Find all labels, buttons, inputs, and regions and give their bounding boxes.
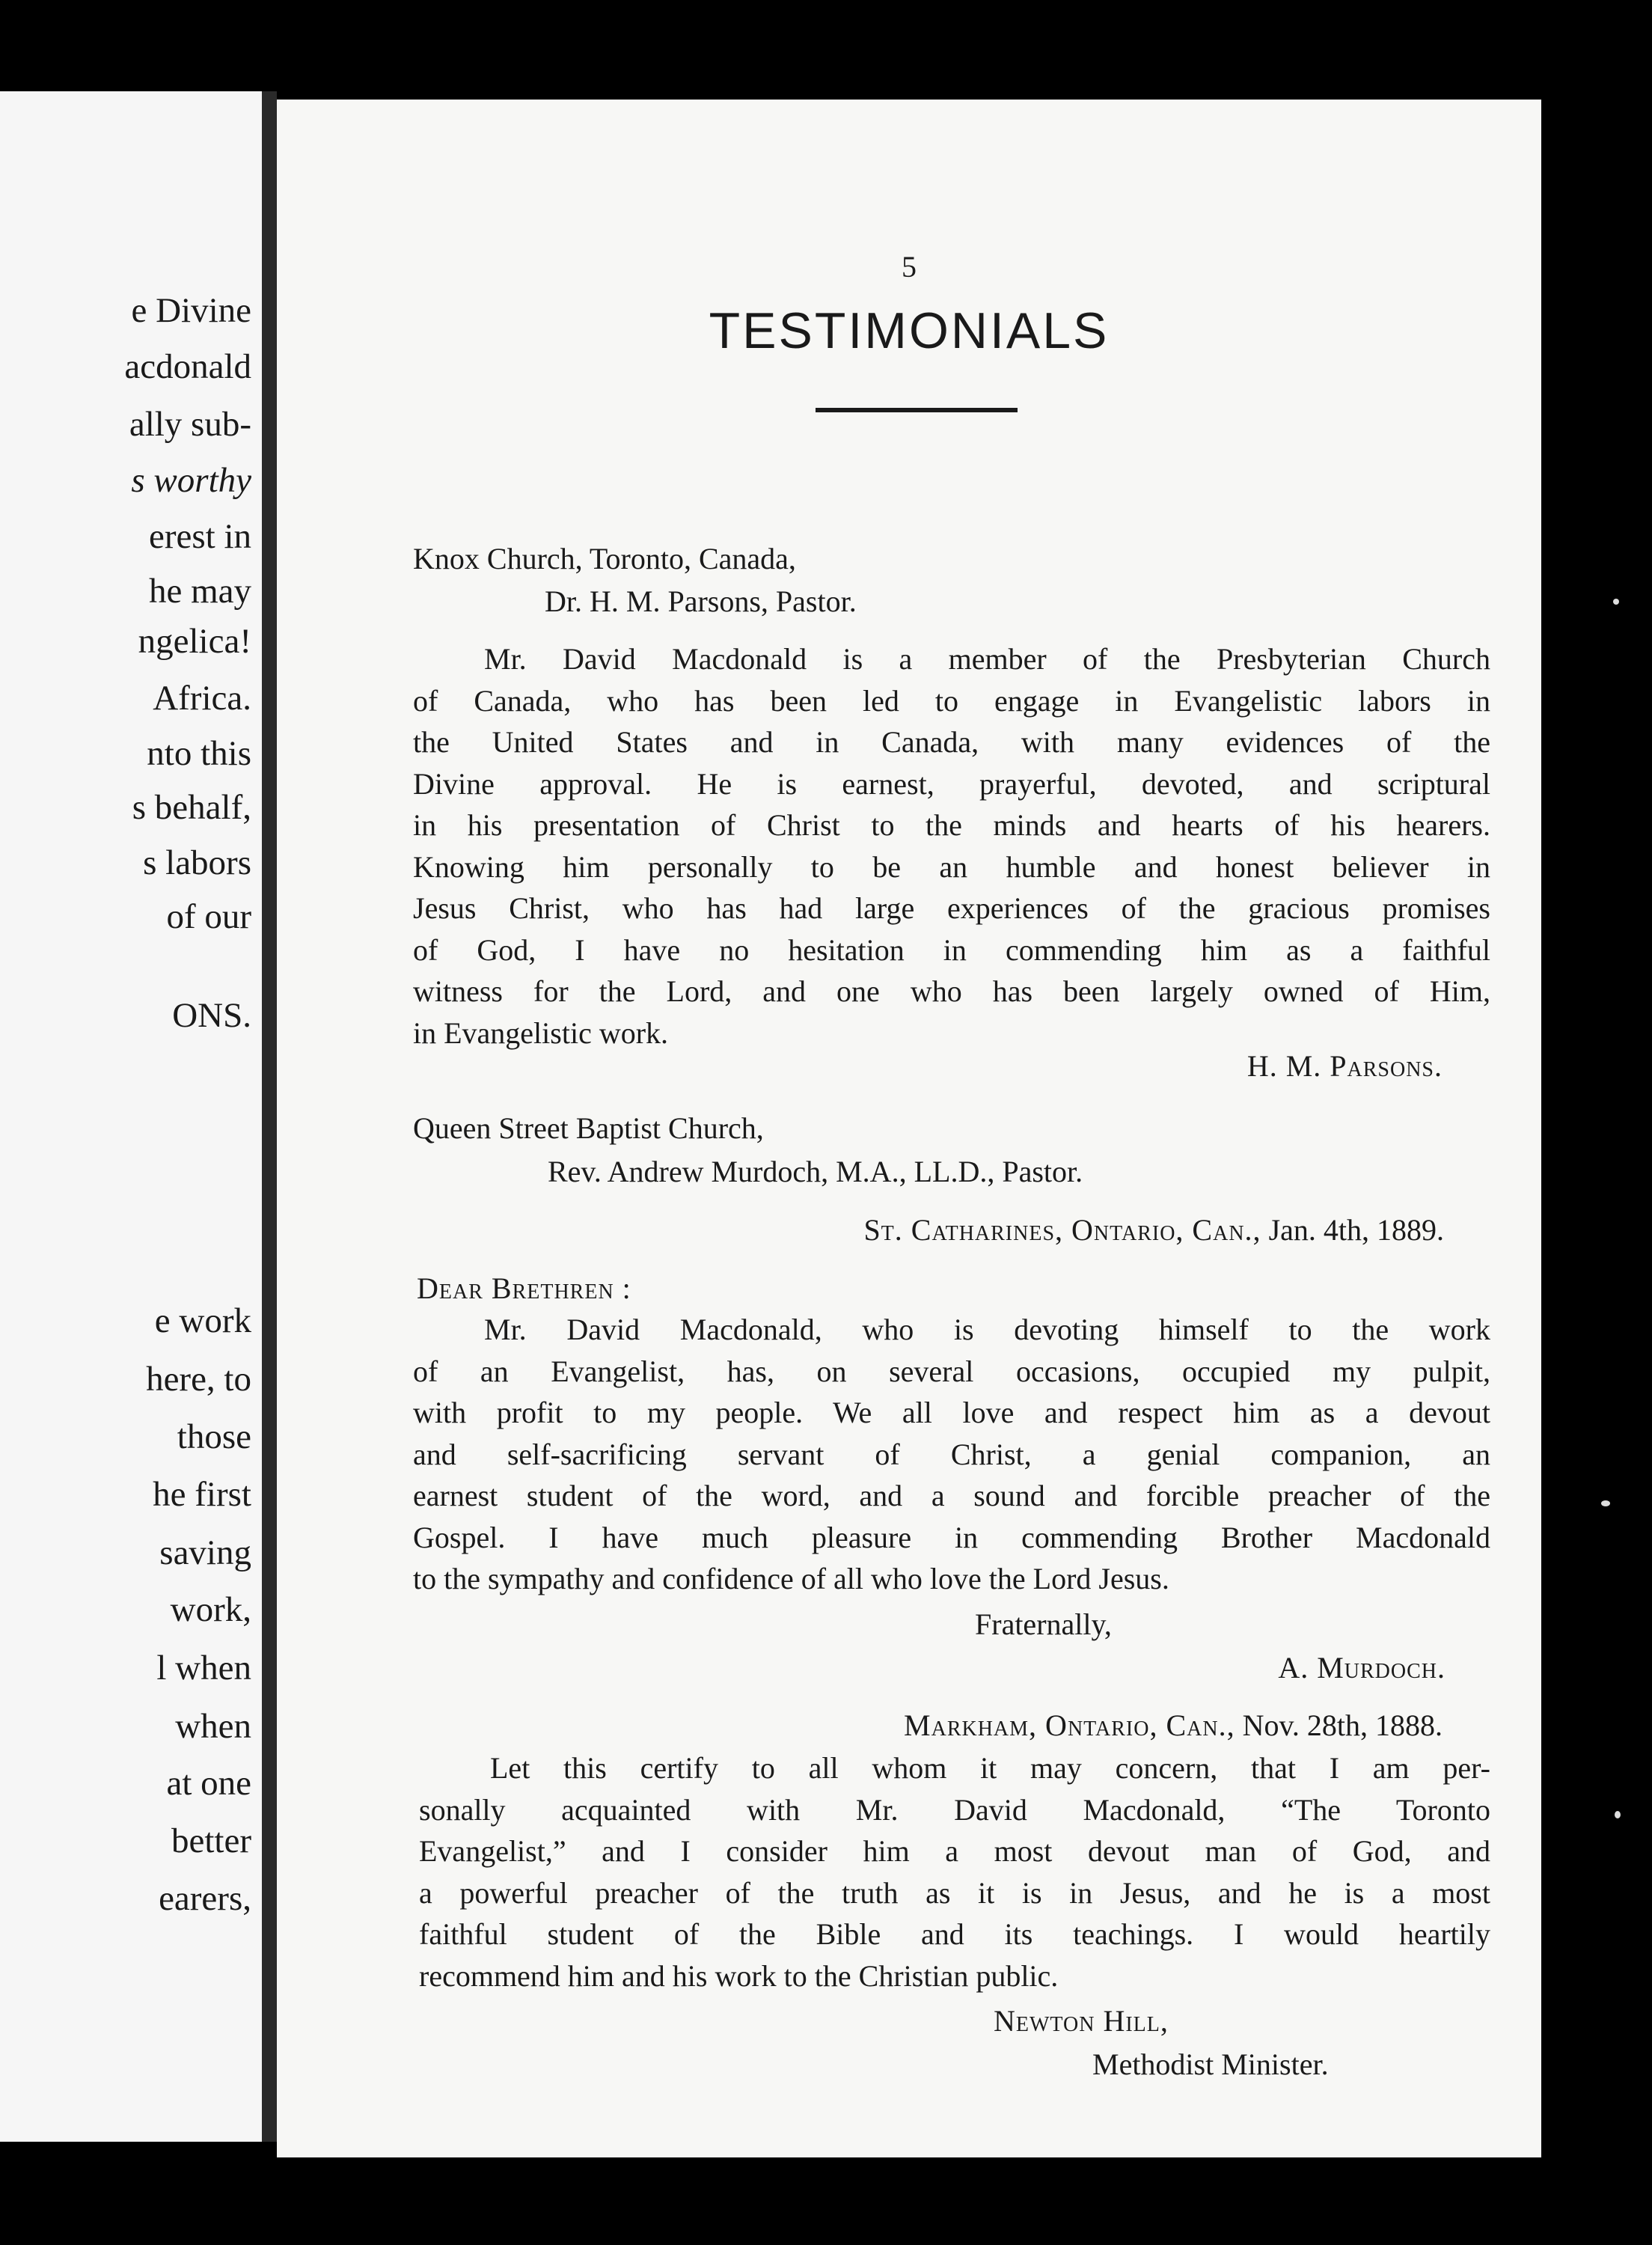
t2-signature: A. Murdoch. bbox=[1278, 1651, 1446, 1684]
dust-speck bbox=[1615, 1811, 1621, 1818]
t2-line: of an Evangelist, has, on several occasions, occupied my pulpit, bbox=[413, 1354, 1490, 1388]
t3-date: Nov. 28th, 1888. bbox=[1242, 1708, 1443, 1742]
t1-pastor: Dr. H. M. Parsons, Pastor. bbox=[545, 584, 857, 618]
t1-signature: H. M. Parsons. bbox=[1246, 1049, 1443, 1083]
book-gutter bbox=[262, 91, 277, 2142]
left-text-fragment: e work bbox=[154, 1301, 251, 1340]
t2-salutation: Dear Brethren : bbox=[417, 1271, 631, 1305]
t1-line: the United States and in Canada, with many evidences of the bbox=[413, 725, 1490, 759]
t3-body bbox=[419, 1747, 1490, 1997]
left-text-fragment: s worthy bbox=[131, 461, 251, 500]
left-text-fragment: he may bbox=[148, 572, 251, 611]
left-text-fragment: s behalf, bbox=[132, 788, 251, 827]
left-text-fragment: better bbox=[171, 1821, 251, 1860]
left-text-fragment: nto this bbox=[147, 734, 251, 773]
dust-speck bbox=[1601, 1500, 1610, 1506]
left-text-fragment: acdonald bbox=[124, 347, 251, 386]
t3-line: recommend him and his work to the Christian public. bbox=[419, 1958, 1059, 1993]
t3-line: sonally acquainted with Mr. David Macdonald, “The Toronto bbox=[419, 1792, 1490, 1827]
t2-body bbox=[413, 1309, 1490, 1600]
t2-line: Mr. David Macdonald, who is devoting himself to the work bbox=[484, 1313, 1490, 1346]
left-text-fragment: erest in bbox=[148, 517, 251, 556]
left-text-fragment: s labors bbox=[143, 843, 251, 882]
dust-speck bbox=[1613, 599, 1619, 605]
t2-line: and self-sacrificing servant of Christ, a genial companion, an bbox=[413, 1437, 1490, 1471]
left-text-fragment: e Divine bbox=[131, 291, 251, 330]
page-number: 5 bbox=[902, 250, 917, 284]
t1-church: Knox Church, Toronto, Canada, bbox=[413, 542, 796, 575]
t2-line: with profit to my people. We all love and respect him as a devout bbox=[413, 1396, 1490, 1429]
t3-line: Let this certify to all whom it may concern, that I am per- bbox=[490, 1751, 1490, 1785]
t3-place: Markham, Ontario, Can., bbox=[904, 1708, 1235, 1742]
t2-line: Gospel. I have much pleasure in commending Brother Macdonald bbox=[413, 1520, 1490, 1554]
t3-signature: Newton Hill, bbox=[994, 2004, 1169, 2038]
t1-line: in Evangelistic work. bbox=[413, 1015, 669, 1050]
left-text-fragment: l when bbox=[156, 1649, 251, 1687]
left-text-fragment: at one bbox=[166, 1764, 251, 1803]
left-text-fragment: ngelica! bbox=[138, 622, 251, 661]
t1-line: Jesus Christ, who has had large experiences of the gracious promises bbox=[413, 891, 1490, 925]
document-page bbox=[277, 100, 1541, 2157]
t2-dateline bbox=[413, 1209, 1444, 1251]
t3-line: Evangelist,” and I consider him a most devout man of God, and bbox=[419, 1834, 1490, 1868]
t3-line: faithful student of the Bible and its teachings. I would heartily bbox=[419, 1917, 1490, 1951]
left-text-fragment: ally sub- bbox=[129, 405, 251, 444]
t1-line: in his presentation of Christ to the minds and hearts of his hearers. bbox=[413, 808, 1490, 842]
left-text-fragment: of our bbox=[166, 897, 251, 936]
t2-closing: Fraternally, bbox=[975, 1607, 1112, 1641]
left-text-fragment: he first bbox=[153, 1475, 251, 1514]
t2-line: to the sympathy and confidence of all who love the Lord Jesus. bbox=[413, 1562, 1169, 1595]
left-text-fragment: saving bbox=[159, 1533, 251, 1572]
left-text-fragment: work, bbox=[170, 1590, 251, 1629]
t1-body bbox=[413, 638, 1490, 1054]
t3-title: Methodist Minister. bbox=[1092, 2047, 1329, 2081]
left-text-fragment: ONS. bbox=[172, 996, 251, 1035]
left-text-fragment: when bbox=[175, 1707, 251, 1746]
left-text-fragment: those bbox=[177, 1417, 251, 1456]
t2-line: earnest student of the word, and a sound and forcible preacher of the bbox=[413, 1479, 1490, 1512]
t3-dateline bbox=[413, 1705, 1443, 1747]
left-text-fragment: Africa. bbox=[153, 679, 251, 718]
t3-line: a powerful preacher of the truth as it is in Jesus, and he is a most bbox=[419, 1875, 1490, 1910]
t1-line: of God, I have no hesitation in commending him as a faithful bbox=[413, 932, 1490, 967]
t1-line: of Canada, who has been led to engage in Evangelistic labors in bbox=[413, 683, 1490, 718]
left-page-fragment bbox=[0, 91, 262, 2142]
t1-line: witness for the Lord, and one who has been largely owned of Him, bbox=[413, 974, 1490, 1008]
t2-church: Queen Street Baptist Church, bbox=[413, 1111, 764, 1145]
t1-line: Knowing him personally to be an humble and honest believer in bbox=[413, 849, 1490, 884]
t2-pastor: Rev. Andrew Murdoch, M.A., LL.D., Pastor. bbox=[548, 1155, 1083, 1188]
left-text-fragment: earers, bbox=[159, 1879, 251, 1918]
left-text-fragment: here, to bbox=[146, 1360, 251, 1399]
t1-line: Mr. David Macdonald is a member of the Presbyterian Church bbox=[484, 642, 1490, 676]
t2-place: St. Catharines, Ontario, Can., bbox=[863, 1213, 1261, 1247]
page-title: TESTIMONIALS bbox=[709, 302, 1110, 359]
t2-date: Jan. 4th, 1889. bbox=[1268, 1213, 1444, 1247]
t1-line: Divine approval. He is earnest, prayerful, devoted, and scriptural bbox=[413, 766, 1490, 801]
title-rule bbox=[816, 408, 1018, 412]
